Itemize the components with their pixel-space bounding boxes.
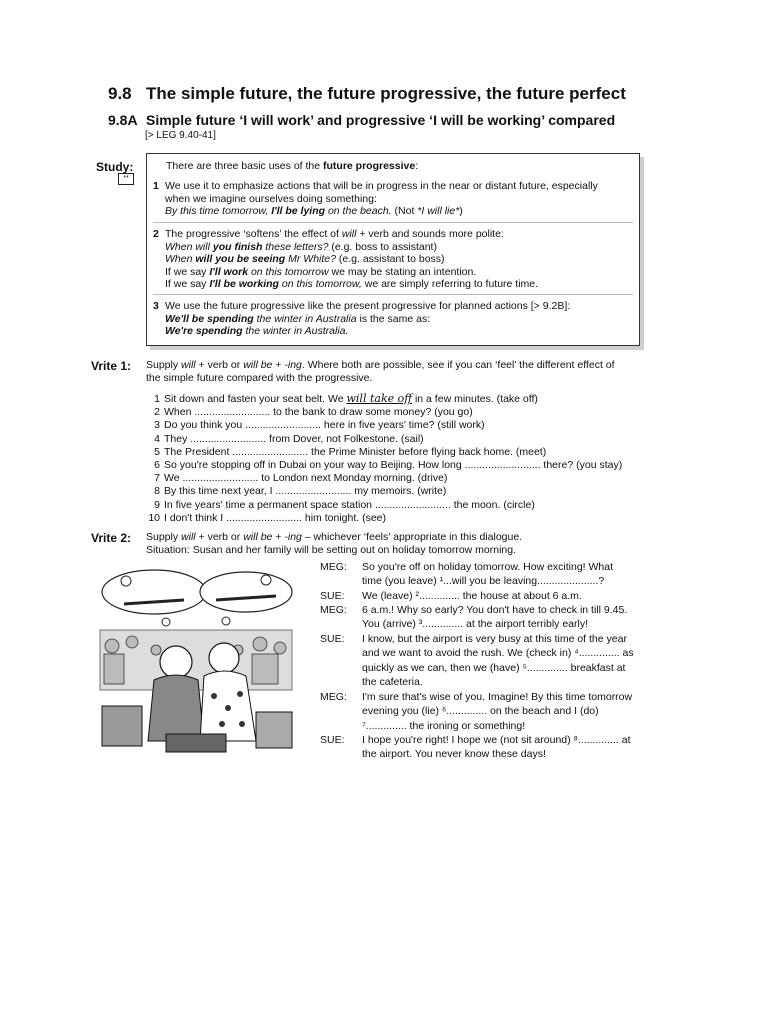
dialogue-turn — [320, 560, 650, 589]
example-emphasis: I'll work — [209, 265, 249, 278]
example-line — [153, 266, 633, 279]
example-emphasis: I'll be lying — [271, 205, 326, 217]
dialogue-turn — [320, 589, 650, 603]
exercise-item — [146, 392, 622, 406]
write2-instructions — [146, 531, 646, 557]
subsection-number: 9.8A — [108, 112, 138, 128]
handwritten-answer: will take off — [346, 392, 413, 405]
point-text: + verb and sounds more polite: — [356, 228, 504, 240]
instr-text: will — [181, 359, 196, 371]
instr-text: Supply — [146, 531, 182, 543]
example-line — [153, 313, 633, 326]
dialogue-text — [362, 632, 652, 690]
subsection-title — [108, 112, 615, 128]
stars-icon: ** — [118, 173, 134, 185]
study-point-3 — [153, 300, 633, 338]
example-emphasis: you finish — [212, 240, 263, 253]
dialogue-text — [362, 603, 652, 632]
instr-text: + verb or — [195, 531, 244, 543]
exercise-item — [146, 419, 622, 432]
point-text: We use the future progressive like the present progressive for planned actions [> 9.2B]: — [165, 300, 571, 312]
write1-label: Vrite 1: — [91, 359, 132, 373]
item-number: 7 — [154, 472, 160, 485]
item-text: Do you think you .......................... here in five years' time? (still work) — [164, 419, 485, 432]
dialogue-text — [362, 733, 652, 762]
item-number: 3 — [154, 419, 160, 432]
study-intro-term: future progressive — [323, 160, 416, 172]
example-line — [153, 241, 633, 254]
section-number: 9.8 — [108, 84, 132, 103]
instr-text: will be — [243, 359, 273, 371]
dialogue-turn — [320, 603, 650, 632]
point-text: when we imagine ourselves doing something: — [165, 192, 377, 205]
item-number: 6 — [154, 459, 160, 472]
dialogue-line: the airport. You never know these days! — [362, 748, 546, 761]
example-text: on this tomorrow, — [278, 278, 362, 290]
example-note: If we say — [165, 265, 210, 278]
point-text: The progressive ‘softens’ the effect of — [165, 228, 342, 240]
item-text: By this time next year, I .......................... my memoirs. (write) — [164, 485, 447, 498]
item-number: 8 — [154, 485, 160, 498]
dialogue-line: We (leave) ².............. the house at about 6 a.m. — [362, 590, 582, 602]
example-note: (e.g. boss to assistant) — [328, 240, 437, 253]
speaker-label: MEG: — [320, 561, 347, 573]
example-line — [153, 278, 633, 291]
example-line — [153, 325, 633, 338]
example-emphasis: will you be seeing — [195, 253, 286, 265]
speaker-label: MEG: — [320, 691, 347, 703]
study-intro — [166, 160, 418, 172]
item-text: They .......................... from Dover, not Folkestone. (sail) — [164, 432, 424, 445]
item-text: The President .......................... the Prime Minister before flying back home. (meet) — [164, 445, 547, 458]
exercise-item — [146, 459, 622, 472]
example-text: When will — [165, 240, 213, 253]
section-title — [108, 84, 626, 104]
point-number: 3 — [153, 300, 159, 312]
study-point-1 — [153, 180, 633, 218]
example-text: on this tomorrow — [248, 265, 329, 278]
example-note: (e.g. assistant to boss) — [335, 253, 445, 265]
example-text: By this time tomorrow, — [165, 205, 272, 217]
exercise-item — [146, 485, 622, 498]
subsection-title-text: Simple future ‘I will work’ and progressive ‘I will be working’ compared — [146, 112, 616, 128]
write2-label: Vrite 2: — [91, 531, 132, 545]
dialogue-line: evening you (lie) ⁶.............. on the beach and I (do) — [362, 705, 599, 718]
instr-text: – whichever ‘feels’ appropriate in this dialogue. — [301, 531, 523, 543]
dialogue-text — [362, 690, 652, 733]
exercise-item — [146, 433, 622, 446]
point-number: 2 — [153, 228, 159, 240]
example-note: If we say — [165, 278, 210, 290]
study-intro-text: There are three basic uses of the — [166, 160, 324, 172]
speaker-label: SUE: — [320, 734, 345, 746]
dialogue-line: I know, but the airport is very busy at this time of the year — [362, 633, 627, 645]
dialogue-line: and we want to avoid the rush. We (check in) ⁴.............. as — [362, 647, 634, 660]
study-box — [146, 153, 640, 346]
dialogue — [320, 560, 650, 762]
dialogue-line: the cafeteria. — [362, 676, 423, 689]
study-intro-colon: : — [415, 160, 419, 172]
section-title-text: The simple future, the future progressive, the future perfect — [146, 84, 626, 103]
item-number: 9 — [154, 498, 160, 511]
dialogue-line: I hope you're right! I hope we (not sit around) ⁸.............. at — [362, 734, 631, 746]
exercise-item — [146, 406, 622, 419]
exercise-item — [146, 446, 622, 459]
example-emphasis: I'll be working — [209, 278, 279, 290]
dialogue-line: ⁷.............. the ironing or something! — [362, 719, 526, 732]
example-emphasis: We'll be spending — [165, 312, 254, 325]
example-text: these letters? — [262, 240, 329, 253]
item-text: I don't think I .......................... him tonight. (see) — [164, 511, 387, 524]
instr-text: + — [272, 531, 285, 543]
point-number: 1 — [153, 180, 159, 192]
dialogue-line: quickly as we can, then we (have) ⁵.............. breakfast at — [362, 661, 626, 674]
example-note: is the same as: — [356, 312, 431, 325]
write1-exercise-list — [146, 392, 622, 525]
example-emphasis: We're spending — [165, 325, 243, 337]
item-text: We .......................... to London next Monday morning. (drive) — [164, 472, 448, 485]
example-note: (Not — [391, 205, 418, 217]
item-text: In five years' time a permanent space station .......................... the moon. (circle) — [164, 498, 535, 511]
instr-text: the simple future compared with the progressive. — [146, 372, 373, 384]
point-text: We use it to emphasize actions that will be in progress in the near or distant future, especially — [165, 180, 598, 192]
example-text: on the beach. — [325, 205, 392, 217]
speaker-label: SUE: — [320, 633, 345, 645]
instr-text: Supply — [146, 359, 182, 371]
exercise-item — [146, 472, 622, 485]
dialogue-turn — [320, 733, 650, 762]
study-label: Study: — [96, 160, 134, 174]
exercise-item — [146, 499, 622, 512]
item-text: Sit down and fasten your seat belt. We — [164, 393, 347, 405]
holiday-cartoon-illustration — [96, 566, 296, 756]
example-note: ) — [459, 205, 463, 217]
dialogue-line: time (you leave) ¹...will you be leaving.....................? — [362, 575, 605, 588]
example-text: the winter in Australia — [253, 312, 357, 325]
dialogue-line: 6 a.m.! Why so early? You don't have to check in till 9.45. — [362, 604, 628, 616]
instr-text: + verb or — [195, 359, 244, 371]
dialogue-turn — [320, 632, 650, 690]
dialogue-line: I'm sure that's wise of you. Imagine! By this time tomorrow — [362, 691, 633, 703]
example-line — [153, 205, 633, 218]
example-note: we may be stating an intention. — [328, 265, 477, 278]
item-text: When .......................... to the bank to draw some money? (you go) — [164, 406, 473, 419]
instr-text: -ing — [284, 531, 302, 543]
dialogue-line: So you're off on holiday tomorrow. How exciting! What — [362, 561, 614, 573]
instr-text: -ing — [284, 359, 302, 371]
example-text: When — [165, 253, 196, 265]
instr-text: + — [272, 359, 285, 371]
instr-text: will — [181, 531, 196, 543]
instr-text: . Where both are possible, see if you can ‘feel’ the different effect of — [301, 359, 615, 371]
dialogue-text — [362, 560, 652, 589]
example-line — [153, 253, 633, 266]
dialogue-turn — [320, 690, 650, 733]
study-point-2 — [153, 228, 633, 291]
instr-text: will be — [243, 531, 273, 543]
item-number: 1 — [154, 393, 160, 405]
item-text: So you're stopping off in Dubai on your way to Beijing. How long .......................... there? (you stay) — [164, 459, 623, 472]
item-number: 5 — [154, 445, 160, 458]
point-text: will — [341, 228, 357, 240]
example-note: *I will lie* — [417, 205, 460, 217]
write1-instructions — [146, 359, 646, 385]
item-text: in a few minutes. (take off) — [412, 393, 538, 405]
situation-text: Situation: Susan and her family will be setting out on holiday tomorrow morning. — [146, 544, 517, 556]
example-text: Mr White? — [285, 253, 336, 265]
example-note: we are simply referring to future time. — [361, 278, 539, 290]
item-number: 10 — [148, 511, 160, 524]
speaker-label: SUE: — [320, 590, 345, 602]
exercise-item — [146, 512, 622, 525]
dialogue-line: You (arrive) ³.............. at the airport terribly early! — [362, 618, 589, 631]
example-text: the winter in Australia. — [242, 325, 349, 337]
item-number: 2 — [154, 406, 160, 419]
speaker-label: MEG: — [320, 604, 347, 616]
item-number: 4 — [154, 432, 160, 445]
leg-reference: [> LEG 9.40-41] — [145, 130, 216, 141]
